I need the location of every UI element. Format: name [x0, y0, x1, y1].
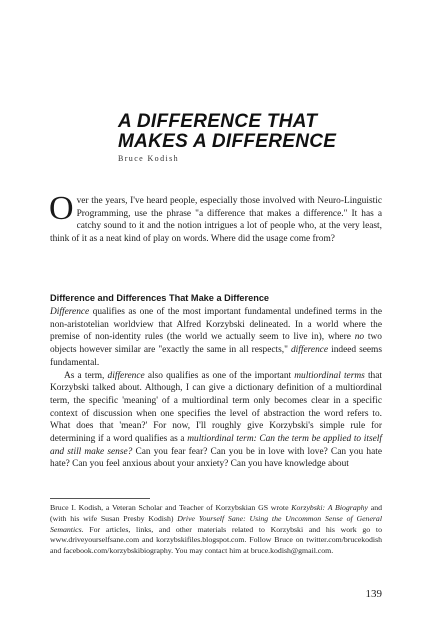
body-text-run: indeed seems fundamental. — [50, 345, 382, 368]
body-paragraph-1 — [50, 306, 382, 370]
body-term-multiordinal-rule: multiordinal term: Can the term be applied to itself and still make sense? — [50, 434, 382, 457]
article-title-line-1: A DIFFERENCE THAT — [118, 111, 318, 132]
article-author: Bruce Kodish — [118, 154, 180, 163]
drop-cap: O — [49, 190, 74, 227]
footnote-book-1: Korzybski: A Biography — [291, 503, 368, 512]
page-number: 139 — [365, 588, 382, 600]
intro-paragraph — [49, 190, 382, 245]
body-text-run: two objects however similar are "exactly the same in all respects," — [50, 332, 382, 356]
footnote-text-run: and (with his wife Susan Presby Kodish) — [50, 503, 382, 523]
intro-text: ver the years, I've heard people, especially those involved with Neuro-Linguistic Programming, use the phrase "a difference that makes a difference." It has a catchy sound to it and the notion intrigues a lot of people who, at the very least, think of it as a neat kind of play on words. Where did the usage come from? — [50, 196, 382, 244]
footnote-text-run: Bruce I. Kodish, a Veteran Scholar and Teacher of Korzybskian GS wrote — [50, 503, 292, 512]
body-term-difference-3: difference — [107, 370, 145, 381]
body-paragraph-2 — [50, 370, 382, 472]
footnote-text-run: . For articles, links, and other materials related to Korzybski and his work go to www.driveyourselfsane.com and korzybskifiles.blogspot.com. Follow Bruce on twitter.com/brucekodish and facebook.com/korzybskibiography. You may contact him at bruce.kodish@gmail.com. — [50, 524, 382, 556]
footnote-divider — [50, 498, 150, 499]
body-text-run: that Korzybski talked about. Although, I can give a dictionary definition of a multiordinal term, the specific 'meaning' of a multiordinal term only becomes clear in a specific context of discussion when one specifies the level of abstraction the word refers to. What does that 'mean?' For now, I'll roughly give Korzybski's simple rule for determining if a word qualifies as a — [50, 370, 382, 445]
section-heading: Difference and Differences That Make a Difference — [50, 293, 270, 303]
author-footnote — [50, 503, 382, 557]
body-text-run: also qualifies as one of the important — [144, 370, 295, 381]
body-emphasis-no: no — [354, 332, 365, 343]
article-title-block — [118, 112, 398, 163]
body-text-run: As a term, — [64, 370, 108, 381]
article-title-line-2: MAKES A DIFFERENCE — [118, 131, 337, 152]
body-term-difference-2: difference — [290, 345, 329, 356]
body-text-run: qualifies as one of the most important fundamental undefined terms in the non-aristotelian worldview that Alfred Korzybski delineated. In a world where the premise of non-identity rules (the world we actually seem to live in), where — [50, 307, 382, 343]
body-term-multiordinal: multiordinal terms — [294, 370, 365, 381]
section-body — [50, 306, 382, 471]
footnote-book-2: Drive Yourself Sane: Using the Uncommon Sense of General Semantics — [50, 513, 383, 534]
body-term-difference: Difference — [50, 307, 90, 317]
body-text-run: Can you fear fear? Can you be in love with love? Can you hate hate? Can you feel anxious about your anxiety? Can you have knowledge about — [50, 446, 383, 470]
